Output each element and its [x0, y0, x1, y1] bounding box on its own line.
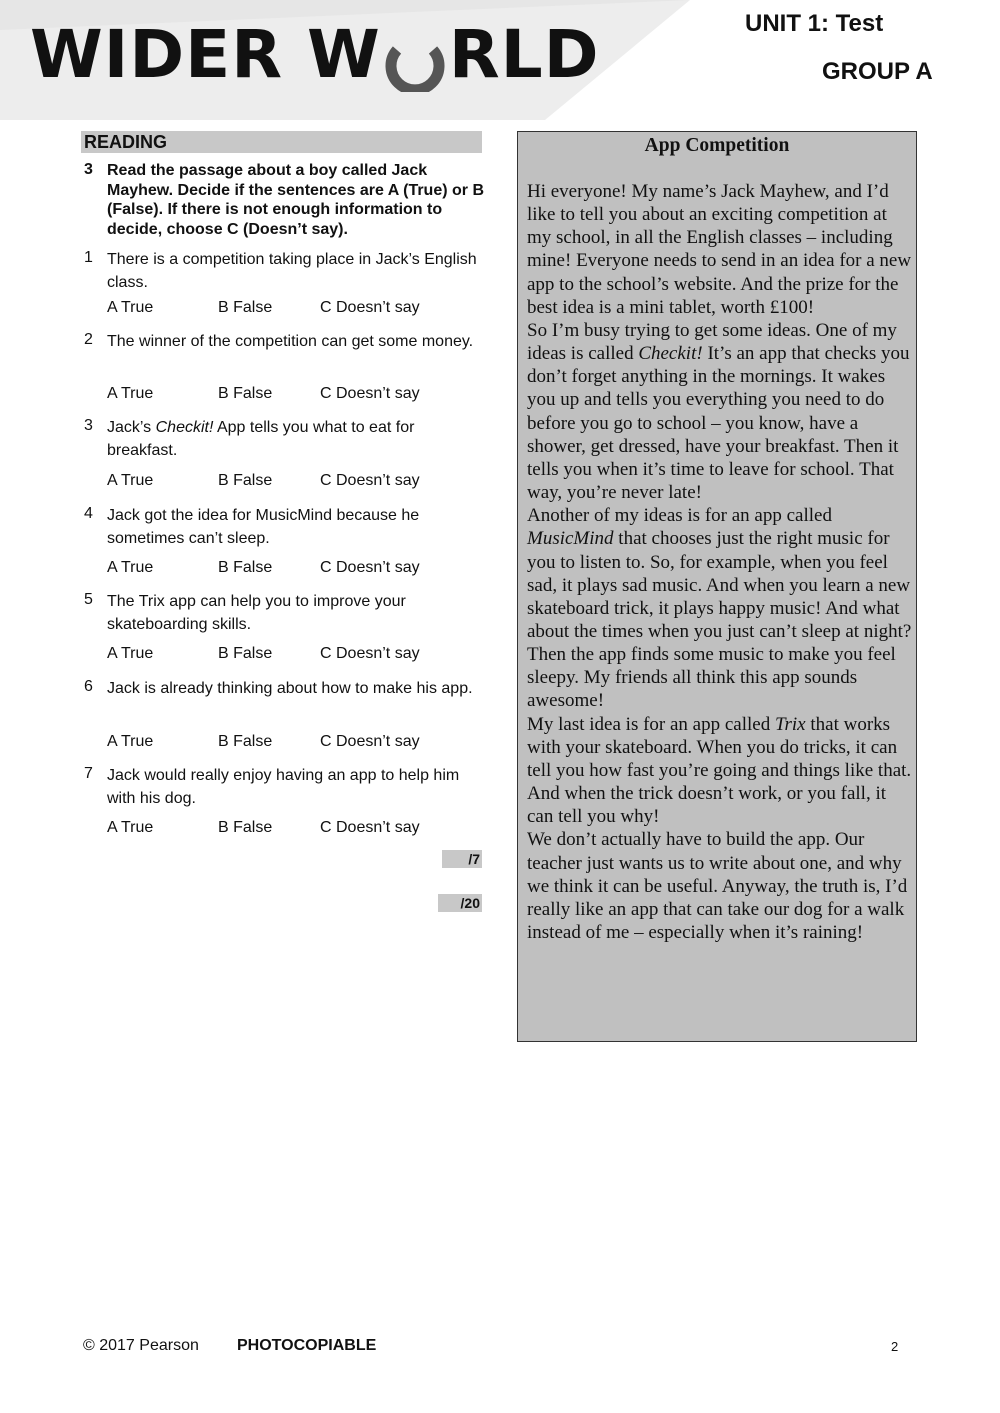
- option-a-true[interactable]: A True: [107, 385, 154, 402]
- option-a-true[interactable]: A True: [107, 819, 154, 836]
- option-b-false[interactable]: B False: [218, 385, 273, 402]
- total-score-box: /20: [438, 894, 482, 912]
- option-a-true[interactable]: A True: [107, 645, 154, 662]
- question-number: 7: [84, 765, 93, 782]
- option-a-true[interactable]: A True: [107, 299, 154, 316]
- section-score-box: /7: [442, 850, 482, 868]
- reading-passage: [517, 131, 917, 1042]
- question-number: 5: [84, 591, 93, 608]
- question-text: The winner of the competition can get some money.: [107, 333, 474, 350]
- option-c-doesnt-say[interactable]: C Doesn’t say: [320, 385, 420, 402]
- question-number: 2: [84, 331, 93, 348]
- option-b-false[interactable]: B False: [218, 472, 273, 489]
- question-text: There is a competition taking place in Jack’s English class.: [107, 251, 477, 291]
- page-number: 2: [891, 1339, 899, 1354]
- passage-body: [527, 180, 912, 944]
- question-text: Jack is already thinking about how to make his app.: [107, 680, 473, 697]
- option-c-doesnt-say[interactable]: C Doesn’t say: [320, 472, 420, 489]
- logo-text-left: WIDER W: [30, 16, 381, 93]
- option-b-false[interactable]: B False: [218, 819, 273, 836]
- logo-text-right: RLD: [448, 16, 600, 93]
- passage-paragraph: Hi everyone! My name’s Jack Mayhew, and I’d like to tell you about an exciting competition at my school, in all the English classes – including mine! Everyone needs to send in an idea for a new app to the school’s website. And the prize for the best idea is a mini tablet, worth £100!: [527, 181, 912, 318]
- option-a-true[interactable]: A True: [107, 472, 154, 489]
- passage-paragraph: So I’m busy trying to get some ideas. One of my ideas is called Checkit! It’s an app that checks you don’t forget anything in the mornings. It wakes you up and tells you everything you need to do before you go to school – you know, have a shower, get dressed, have your breakfast. Then it tells you when it’s time to leave for school. That way, you’re never late!: [527, 319, 910, 504]
- option-a-true[interactable]: A True: [107, 559, 154, 576]
- instruction-text: Read the passage about a boy called Jack Mayhew. Decide if the sentences are A (True) or B (False). If there is not enough information to decide, choose C (Doesn’t say).: [107, 162, 484, 238]
- footer-copyright: © 2017 Pearson: [83, 1337, 199, 1354]
- unit-title: UNIT 1: Test: [745, 10, 884, 37]
- option-c-doesnt-say[interactable]: C Doesn’t say: [320, 645, 420, 662]
- wider-world-logo: [30, 16, 600, 93]
- question-text: The Trix app can help you to improve your skateboarding skills.: [107, 593, 406, 633]
- question-number: 6: [84, 678, 93, 695]
- option-b-false[interactable]: B False: [218, 645, 273, 662]
- section-title-reading: READING: [81, 131, 482, 153]
- option-b-false[interactable]: B False: [218, 559, 273, 576]
- question-number: 4: [84, 505, 93, 522]
- footer-photocopiable: PHOTOCOPIABLE: [237, 1337, 377, 1354]
- question-text: Jack got the idea for MusicMind because he sometimes can’t sleep.: [107, 507, 420, 547]
- option-c-doesnt-say[interactable]: C Doesn’t say: [320, 819, 420, 836]
- instruction-number: 3: [84, 161, 93, 178]
- passage-title: App Competition: [644, 135, 790, 156]
- option-c-doesnt-say[interactable]: C Doesn’t say: [320, 559, 420, 576]
- option-c-doesnt-say[interactable]: C Doesn’t say: [320, 299, 420, 316]
- open-ring-logo-icon: [385, 26, 445, 92]
- group-title: GROUP A: [822, 58, 933, 85]
- question-number: 3: [84, 417, 93, 434]
- passage-paragraph: My last idea is for an app called Trix that works with your skateboard. When you do tricks, it can tell you how fast you’re going and things like that. And when the trick doesn’t work, or you fall, it can tell you why!: [527, 713, 912, 828]
- question-text: Jack would really enjoy having an app to help him with his dog.: [107, 767, 460, 807]
- option-a-true[interactable]: A True: [107, 733, 154, 750]
- question-text: Jack’s Checkit! App tells you what to eat for breakfast.: [107, 419, 415, 459]
- option-b-false[interactable]: B False: [218, 733, 273, 750]
- option-b-false[interactable]: B False: [218, 299, 273, 316]
- passage-paragraph: We don’t actually have to build the app. Our teacher just wants us to write about one, and why we think it can be useful. Anyway, the truth is, I’d really like an app that can take our dog for a walk instead of me – especially when it’s raining!: [527, 829, 908, 943]
- question-number: 1: [84, 249, 93, 266]
- passage-paragraph: Another of my ideas is for an app called MusicMind that chooses just the right music for you to listen to. So, for example, when you feel sad, it plays sad music. And when you learn a new skateboard trick, it plays happy music! And what about the times when you just can’t sleep at night? Then the app finds some music to make you feel sleepy. My friends all think this app sounds awesome!: [527, 505, 912, 712]
- option-c-doesnt-say[interactable]: C Doesn’t say: [320, 733, 420, 750]
